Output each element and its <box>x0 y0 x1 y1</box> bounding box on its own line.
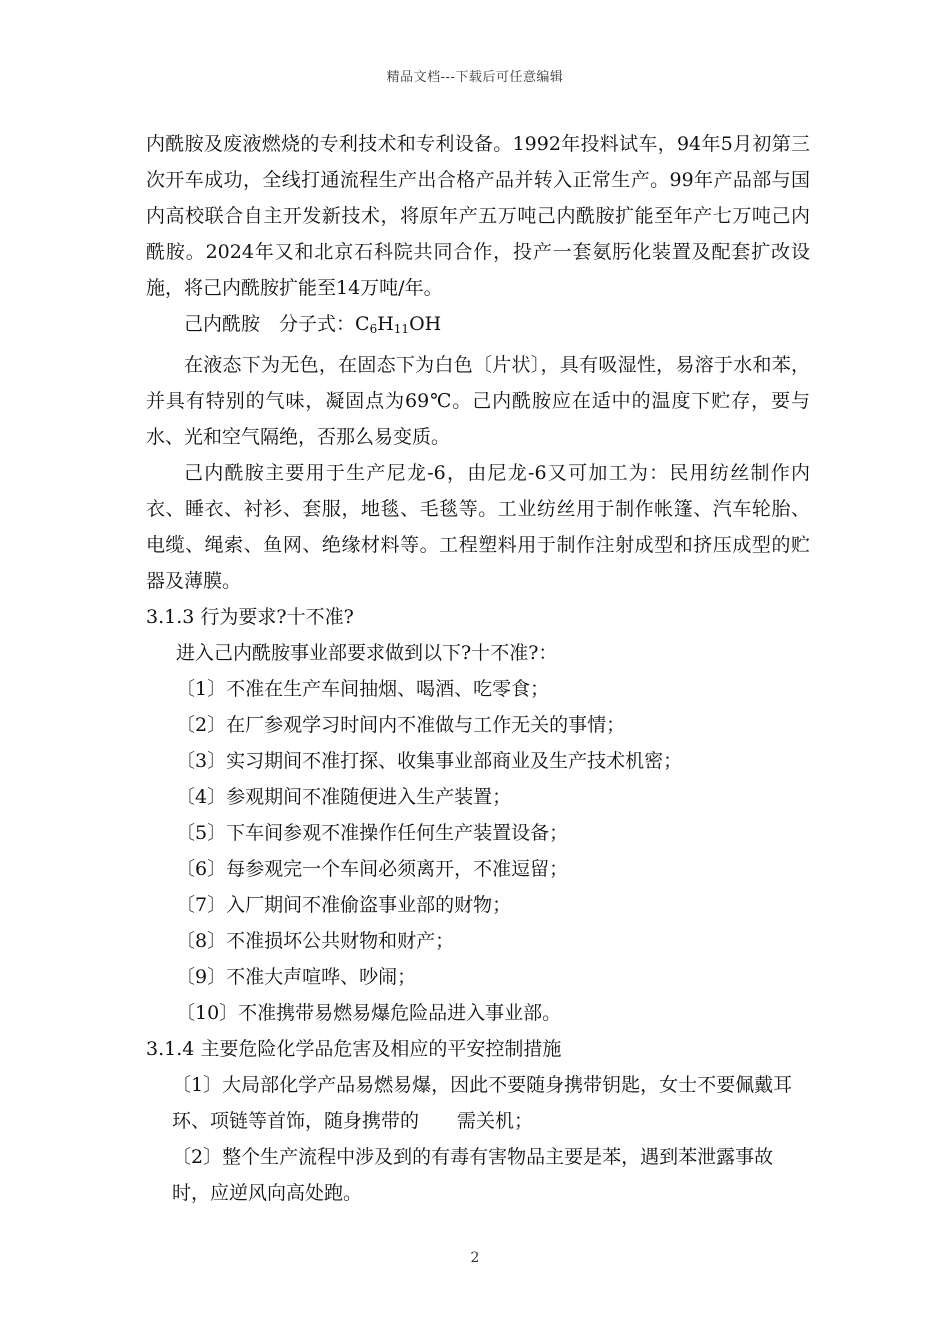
safety-item <box>146 1067 810 1139</box>
rule-item: 〔7〕入厂期间不准偷盗事业部的财物； <box>176 894 512 916</box>
safety-item-line: 时，应逆风向高处跑。 <box>172 1182 363 1204</box>
section-313-title: 3.1.3 行为要求?十不准? <box>146 606 354 628</box>
document-body <box>146 126 810 1211</box>
paragraph-properties: 在液态下为无色，在固态下为白色〔片状〕，具有吸湿性，易溶于水和苯，并具有特别的气味，凝固点为69℃。己内酰胺应在适中的温度下贮存，要与水、光和空气隔绝，否那么易变质。 <box>146 354 810 448</box>
formula-h-sub: 11 <box>393 322 410 336</box>
section-313-intro: 进入己内酰胺事业部要求做到以下?十不准?： <box>176 642 558 664</box>
safety-item-line: 〔1〕大局部化学产品易燃易爆，因此不要随身携带钥匙，女士不要佩戴耳 <box>172 1074 793 1096</box>
page-number: 2 <box>470 1250 480 1266</box>
formula-label: 己内酰胺 分子式： <box>184 313 356 335</box>
formula-line <box>146 306 810 347</box>
safety-item-line: 环、项链等首饰，随身携带的 需关机； <box>172 1110 534 1132</box>
rule-item: 〔1〕不准在生产车间抽烟、喝酒、吃零食； <box>176 678 550 700</box>
paragraph-uses: 己内酰胺主要用于生产尼龙-6，由尼龙-6又可加工为：民用纺丝制作内衣、睡衣、衬衫、套服，地毯、毛毯等。工业纺丝用于制作帐篷、汽车轮胎、电缆、绳索、鱼网、绝缘材料等。工程塑料用于制作注射成型和挤压成型的贮器及薄膜。 <box>146 462 810 592</box>
formula-c-sub: 6 <box>369 322 378 336</box>
safety-item-line: 〔2〕整个生产流程中涉及到的有毒有害物品主要是苯，遇到苯泄露事故 <box>172 1146 774 1168</box>
formula-c: C <box>355 313 370 335</box>
formula-tail: OH <box>409 313 442 335</box>
formula-h: H <box>377 313 394 335</box>
page-header: 精品文档---下载后可任意编辑 <box>386 70 564 85</box>
rule-item: 〔4〕参观期间不准随便进入生产装置； <box>176 786 512 808</box>
rule-item: 〔3〕实习期间不准打探、收集事业部商业及生产技术机密； <box>176 750 683 772</box>
paragraph-history: 内酰胺及废液燃烧的专利技术和专利设备。1992年投料试车，94年5月初第三次开车成功，全线打通流程生产出合格产品并转入正常生产。99年产品部与国内高校联合自主开发新技术，将原年产五万吨己内酰胺扩能至年产七万吨己内酰胺。2024年又和北京石科院共同合作，投产一套氨肟化装置及配套扩改设施，将己内酰胺扩能至14万吨/年。 <box>146 133 810 299</box>
rule-item: 〔6〕每参观完一个车间必须离开，不准逗留； <box>176 858 569 880</box>
section-314-title: 3.1.4 主要危险化学品危害及相应的平安控制措施 <box>146 1038 562 1060</box>
rule-item: 〔10〕不准携带易燃易爆危险品进入事业部。 <box>176 1002 562 1024</box>
rule-item: 〔8〕不准损坏公共财物和财产； <box>176 930 455 952</box>
rule-item: 〔2〕在厂参观学习时间内不准做与工作无关的事情； <box>176 714 626 736</box>
rule-item: 〔5〕下车间参观不准操作任何生产装置设备； <box>176 822 569 844</box>
safety-item <box>146 1139 810 1211</box>
rule-item: 〔9〕不准大声喧哗、吵闹； <box>176 966 417 988</box>
